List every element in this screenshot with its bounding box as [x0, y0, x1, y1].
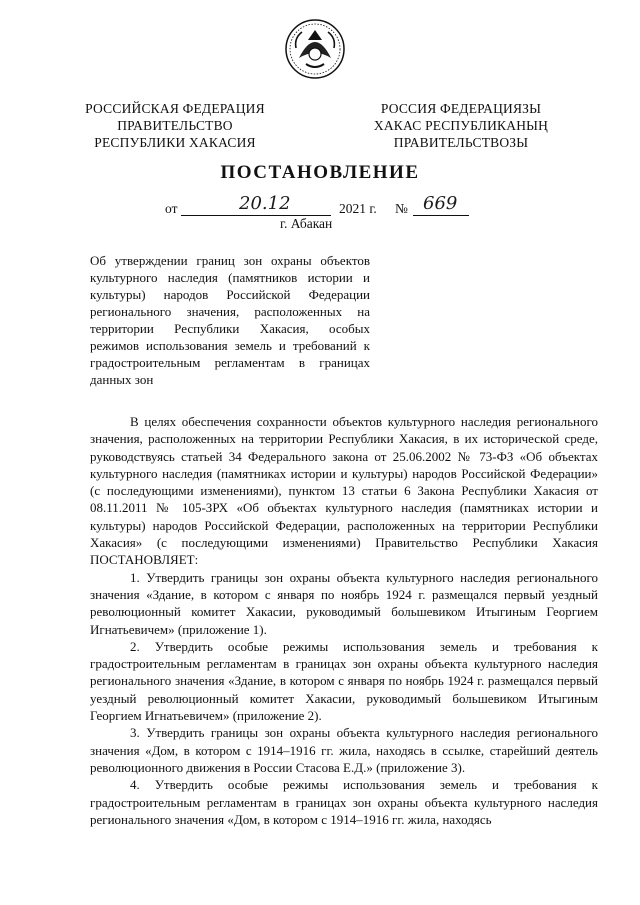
handwritten-date: 20.12	[239, 193, 291, 214]
date-year: 2021 г.	[339, 201, 377, 216]
document-title: ПОСТАНОВЛЕНИЕ	[220, 162, 420, 183]
clause-3: 3. Утвердить границы зон охраны объекта культурного наследия регионального значения «Дом, в котором с 1914–1916 гг. жила, находясь в ссылке, старейший деятель революционного движения в России Стасова Е.Д.» (приложение 3).	[90, 725, 598, 775]
resolution-subject: Об утверждении границ зон охраны объектов культурного наследия (памятников истории и культуры) народов Российской Федерации регионального значения, расположенных на территории Республики Хакасия, особых режимов использования земель и требований к градостроительным регламентам в границах данных зон	[90, 253, 370, 387]
header-left-line-3: РЕСПУБЛИКИ ХАКАСИЯ	[94, 135, 256, 150]
clause-2: 2. Утвердить особые режимы использования земель и требования к градостроительным регламентам в границах зон охраны объекта культурного наследия регионального значения «Здание, в котором с января по ноябрь 1924 г. размещался первый уездный революционный комитет Хакасии, руководимый большевиком Итыгиным Георгием Игнатьевичем» (приложение 2).	[90, 638, 598, 724]
header-right-line-2: ХАКАС РЕСПУБЛИКАНЫҢ	[373, 118, 549, 133]
header-left-line-1: РОССИЙСКАЯ ФЕДЕРАЦИЯ	[85, 101, 265, 116]
clause-4: 4. Утвердить особые режимы использования земель и требования к градостроительным регламентам в границах зон охраны объекта культурного наследия регионального значения «Дом, в котором с 1914–1916 гг. жила, находясь	[90, 777, 598, 827]
number-underline	[413, 215, 469, 216]
header-right-line-3: ПРАВИТЕЛЬСТВОЗЫ	[393, 135, 529, 150]
coat-of-arms-emblem	[284, 18, 346, 80]
preamble-paragraph: В целях обеспечения сохранности объектов культурного наследия регионального значения, расположенных на территории Республики Хакасия, в их исторической среде, руководствуясь статьей 34 Федерального закона от 25.06.2002 № 73-ФЗ «Об объектах культурного наследия (памятниках истории и культуры) народов Российской Федерации» (с последующими изменениями), пунктом 13 статьи 6 Закона Республики Хакасия от 08.11.2011 № 105-ЗРХ «Об объектах культурного наследия (памятниках истории и культуры) народов Российской Федерации, расположенных на территории Республики Хакасия» (с последующими изменениями) Правительство Республики Хакасия ПОСТАНОВЛЯЕТ:	[90, 414, 598, 568]
coat-of-arms-icon	[284, 18, 346, 80]
city-name: г. Абакан	[280, 216, 333, 231]
clause-1: 1. Утвердить границы зон охраны объекта культурного наследия регионального значения «Здание, в котором с января по ноябрь 1924 г. размещался первый уездный революционный комитет Хакасии, руководимый большевиком Итыгиным Георгием Игнатьевичем» (приложение 1).	[90, 569, 598, 637]
header-left-line-2: ПРАВИТЕЛЬСТВО	[117, 118, 233, 133]
number-label: №	[395, 201, 408, 216]
header-right-line-1: РОССИЯ ФЕДЕРАЦИЯЗЫ	[380, 101, 542, 116]
handwritten-number: 669	[423, 193, 458, 214]
document-body	[90, 413, 598, 828]
header-russian	[80, 100, 270, 151]
date-prefix: от	[165, 201, 178, 216]
header-khakas	[366, 100, 556, 151]
